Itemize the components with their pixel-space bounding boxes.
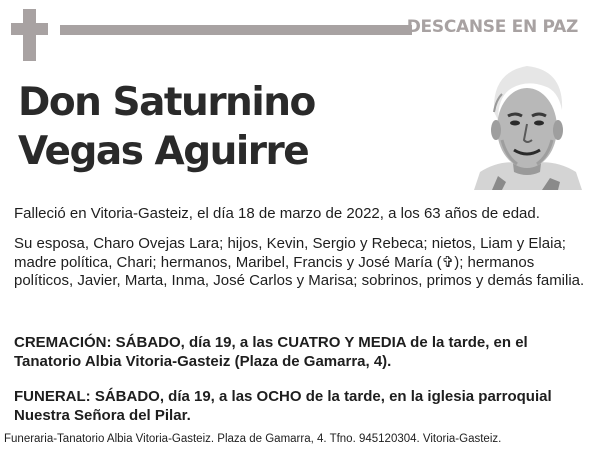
deceased-name <box>18 78 315 176</box>
cremation-notice: CREMACIÓN: SÁBADO, día 19, a las CUATRO Y MEDIA de la tarde, en el Tanatorio Albia Vitoria-Gasteiz (Plaza de Gamarra, 4). <box>14 334 528 370</box>
family-list: Su esposa, Charo Ovejas Lara; hijos, Kevin, Sergio y Rebeca; nietos, Liam y Elaia; madre política, Chari; hermanos, Maribel, Francis y José María (✞); hermanos políticos, Javier, Marta, Inma, José Carlos y Marisa; sobrinos, primos y demás familia. <box>14 235 585 289</box>
cross-icon-horizontal <box>11 23 48 35</box>
death-notice: Falleció en Vitoria-Gasteiz, el día 18 de marzo de 2022, a los 63 años de edad. <box>14 205 540 222</box>
funeral-notice: FUNERAL: SÁBADO, día 19, a las OCHO de la tarde, en la iglesia parroquial Nuestra Señora del Pilar. <box>14 388 552 424</box>
cross-icon-vertical <box>23 9 36 61</box>
header-rule <box>60 25 412 35</box>
deceased-name-line2: Vegas Aguirre <box>18 129 309 174</box>
funeral-home-footer: Funeraria-Tanatorio Albia Vitoria-Gasteiz. Plaza de Gamarra, 4. Tfno. 945120304. Vitoria-Gasteiz. <box>4 433 502 445</box>
deceased-name-line1: Don Saturnino <box>18 80 315 125</box>
portrait-photo <box>472 60 582 190</box>
header-label: DESCANSE EN PAZ <box>406 17 578 37</box>
